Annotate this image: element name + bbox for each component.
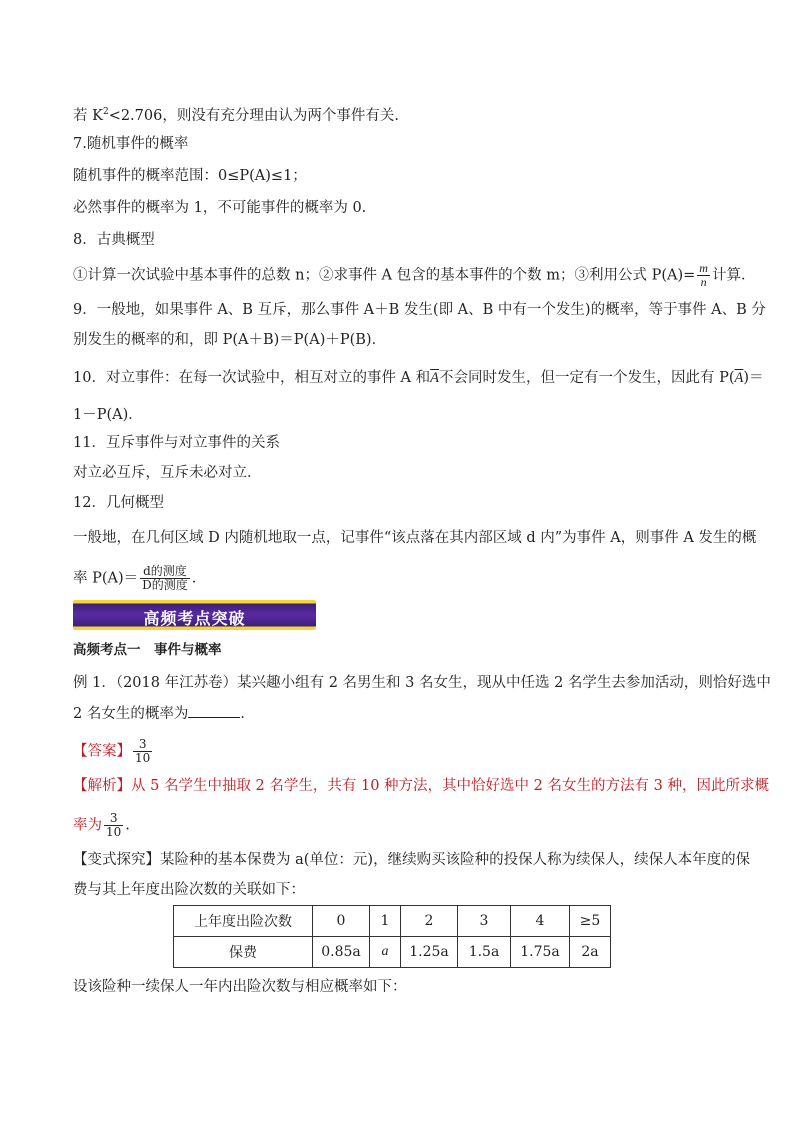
table-cell: 1.75a [511, 937, 570, 968]
answer-fraction [133, 738, 152, 765]
variant-after: 设该险种一续保人一年内出险次数与相应概率如下： [73, 979, 407, 995]
classical-probability-line [73, 262, 755, 289]
denominator: 10 [106, 825, 122, 839]
numerator: d的测度 [140, 565, 190, 579]
text: 某险种的基本保费为 a(单位：元)，继续购买该险种的投保人称为续保人，续保人本年度的保 [160, 852, 751, 868]
paragraph: 别发生的概率的和，即 P(A＋B)＝P(A)＋P(B)． [73, 332, 387, 348]
paragraph: 1－P(A)． [73, 407, 143, 423]
text: 率 P(A)＝ [73, 570, 139, 587]
denominator: n [700, 275, 707, 289]
fraction-m-over-n [697, 262, 710, 289]
table-cell: 0.85a [313, 937, 370, 968]
fraction-measure [140, 565, 190, 592]
answer-blank [188, 703, 240, 718]
text: <2.706，则没有充分理由认为两个事件有关. [108, 107, 399, 124]
table-cell: 3 [458, 906, 511, 937]
table-row [174, 906, 611, 937]
table-cell: 0 [313, 906, 370, 937]
superscript: 2 [102, 107, 109, 117]
answer-line [73, 738, 154, 765]
text: 率为 [73, 817, 102, 834]
analysis-line-1 [73, 776, 769, 796]
heading-8: 8．古典概型 [73, 232, 155, 248]
text: )＝ [743, 370, 764, 386]
text: 2 名女生的概率为 [73, 706, 189, 722]
table-cell: 1 [370, 906, 401, 937]
variant-label: 【变式探究】 [73, 852, 160, 868]
text: 从 5 名学生中抽取 2 名学生，共有 10 种方法，其中恰好选中 2 名女生的方法有 3 种，因此所求概 [131, 778, 769, 794]
paragraph: 随机事件的概率范围：0≤P(A)≤1； [73, 168, 307, 184]
text: 计算． [711, 267, 756, 284]
table-cell: 保费 [174, 937, 313, 968]
paragraph: 必然事件的概率为 1，不可能事件的概率为 0. [73, 200, 367, 216]
paragraph: 9．一般地，如果事件 A、B 互斥，那么事件 A＋B 发生(即 A、B 中有一个发生)的概率，等于事件 A、B 分 [73, 302, 766, 318]
analysis-line-2 [73, 812, 130, 839]
banner-title: 高频考点突破 [143, 609, 246, 628]
table-cell: a [370, 937, 401, 968]
table-cell: 4 [511, 906, 570, 937]
example-line-1: 例 1．（2018 年江苏卷）某兴趣小组有 2 名男生和 3 名女生，现从中任选 2 名学生去参加活动，则恰好选中 [73, 675, 771, 691]
numerator: 3 [133, 738, 152, 752]
text: . [125, 817, 130, 834]
text: 不会同时发生，但一定有一个发生，因此有 P( [439, 370, 735, 386]
premium-table [173, 905, 611, 968]
table-cell: 上年度出险次数 [174, 906, 313, 937]
text: 10．对立事件：在每一次试验中，相互对立的事件 A 和 [73, 370, 431, 386]
analysis-label: 【解析】 [73, 778, 131, 794]
analysis-fraction [104, 812, 123, 839]
variant-line-1 [73, 850, 750, 870]
numerator: m [699, 261, 708, 275]
numerator: 3 [104, 812, 123, 826]
heading-12: 12．几何概型 [73, 495, 164, 511]
section-title: 高频考点一 事件与概率 [73, 642, 222, 658]
heading-7: 7.随机事件的概率 [73, 136, 189, 152]
example-line-2 [73, 703, 255, 724]
geometric-probability-line [73, 565, 196, 592]
text: ①计算一次试验中基本事件的总数 n；②求事件 A 包含的基本事件的个数 m；③利用公式 P(A)= [73, 267, 696, 284]
table-cell: ≥5 [570, 906, 611, 937]
answer-label: 【答案】 [73, 743, 131, 760]
table-cell: 1.25a [401, 937, 458, 968]
table-cell: 1.5a [458, 937, 511, 968]
a-bar: $\overline{A}$ [734, 370, 744, 386]
text: ． [240, 706, 255, 722]
a-bar: $\overline{A}$ [430, 370, 439, 386]
table-row [174, 937, 611, 968]
table-cell: 2a [570, 937, 611, 968]
heading-11: 11．互斥事件与对立事件的关系 [73, 435, 280, 451]
text: 若 K [73, 107, 103, 124]
paragraph: 对立必互斥，互斥未必对立． [73, 465, 262, 481]
section-banner [73, 600, 316, 630]
paragraph: 一般地，在几何区域 D 内随机地取一点，记事件“该点落在其内部区域 d 内”为事件 A，则事件 A 发生的概 [73, 530, 757, 546]
table-cell: 2 [401, 906, 458, 937]
text: . [191, 570, 197, 587]
complementary-event-line [73, 368, 764, 388]
k-squared-line [73, 102, 399, 126]
variant-line-2: 费与其上年度出险次数的关联如下： [73, 882, 305, 898]
denominator: 10 [135, 751, 151, 765]
denominator: D的测度 [142, 578, 188, 592]
